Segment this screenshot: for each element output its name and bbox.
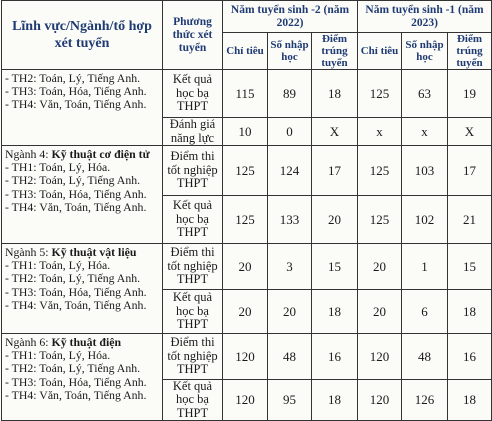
table-row: [2, 70, 492, 118]
header-enrolled-2022: Số nhập học: [268, 33, 312, 70]
combo-item: - TH4: Văn, Toán, Tiếng Anh.: [5, 199, 147, 214]
enrolled-2023-cell: 48: [402, 334, 448, 380]
enrolled-2023-cell: x: [402, 118, 448, 146]
enrolled-2023-cell: 103: [402, 146, 448, 196]
score-2023-cell: 18: [448, 290, 492, 334]
enrolled-2022-cell: 95: [268, 380, 312, 421]
enrolled-2023-cell: 126: [402, 380, 448, 421]
major-prefix: Ngành 4:: [5, 147, 52, 161]
header-year-2023: Năm tuyển sinh -1 (năm 2023): [358, 1, 492, 33]
header-major: Lĩnh vực/Ngành/tổ hợp xét tuyển: [2, 1, 163, 70]
method-cell: Đánh giá năng lực: [163, 118, 223, 146]
quota-2023-cell: 20: [358, 290, 402, 334]
combo-item: - TH3: Toán, Hóa, Tiếng Anh.: [5, 284, 147, 299]
header-quota-2022: Chỉ tiêu: [223, 33, 268, 70]
major-cell: [2, 244, 163, 334]
score-2022-cell: 15: [312, 244, 358, 290]
score-2022-cell: 18: [312, 70, 358, 118]
header-score-2023: Điểm trúng tuyển: [448, 33, 492, 70]
header-method: Phương thức xét tuyển: [163, 1, 223, 70]
enrolled-2022-cell: 48: [268, 334, 312, 380]
quota-2022-cell: 20: [223, 244, 268, 290]
major-title: Kỹ thuật vật liệu: [51, 245, 137, 259]
quota-2023-cell: 125: [358, 70, 402, 118]
score-2023-cell: 15: [448, 244, 492, 290]
method-cell: Điểm thi tốt nghiệp THPT: [163, 146, 223, 196]
enrolled-2023-cell: 63: [402, 70, 448, 118]
quota-2023-cell: 120: [358, 334, 402, 380]
method-cell: Kết quả học bạ THPT: [163, 380, 223, 421]
combo-item: - TH4: Văn, Toán, Tiếng Anh.: [5, 97, 147, 112]
quota-2022-cell: 120: [223, 334, 268, 380]
score-2023-cell: 19: [448, 70, 492, 118]
major-cell: [2, 70, 163, 146]
combo-item: - TH1: Toán, Lý, Hóa.: [5, 160, 111, 175]
admissions-table: [1, 0, 492, 421]
score-2023-cell: 17: [448, 146, 492, 196]
quota-2022-cell: 120: [223, 380, 268, 421]
combo-item: - TH4: Văn, Toán, Tiếng Anh.: [5, 297, 147, 312]
score-2023-cell: 16: [448, 334, 492, 380]
score-2022-cell: 17: [312, 146, 358, 196]
combo-item: - TH3: Toán, Hóa, Tiếng Anh.: [5, 84, 147, 99]
enrolled-2023-cell: 102: [402, 196, 448, 244]
score-2022-cell: 18: [312, 380, 358, 421]
enrolled-2022-cell: 89: [268, 70, 312, 118]
quota-2022-cell: 125: [223, 146, 268, 196]
combo-item: - TH3: Toán, Hóa, Tiếng Anh.: [5, 186, 147, 201]
method-cell: Kết quả học bạ THPT: [163, 70, 223, 118]
score-2022-cell: 16: [312, 334, 358, 380]
table-header: [2, 1, 492, 70]
enrolled-2023-cell: 1: [402, 244, 448, 290]
header-enrolled-2023: Số nhập học: [402, 33, 448, 70]
quota-2023-cell: 125: [358, 196, 402, 244]
major-cell: [2, 146, 163, 244]
quota-2023-cell: 125: [358, 146, 402, 196]
score-2022-cell: 18: [312, 290, 358, 334]
quota-2023-cell: 20: [358, 244, 402, 290]
quota-2022-cell: 20: [223, 290, 268, 334]
header-score-2022: Điểm trúng tuyển: [312, 33, 358, 70]
method-cell: Điểm thi tốt nghiệp THPT: [163, 244, 223, 290]
combo-item: - TH1: Toán, Lý, Hóa.: [5, 258, 111, 273]
major-title: Kỹ thuật điện: [51, 335, 122, 349]
quota-2022-cell: 125: [223, 196, 268, 244]
table-row: [2, 146, 492, 196]
header-quota-2023: Chỉ tiêu: [358, 33, 402, 70]
enrolled-2022-cell: 3: [268, 244, 312, 290]
major-prefix: Ngành 5:: [5, 245, 52, 259]
method-cell: Kết quả học bạ THPT: [163, 290, 223, 334]
combo-item: - TH2: Toán, Lý, Tiếng Anh.: [5, 361, 141, 376]
score-2022-cell: 20: [312, 196, 358, 244]
table-row: [2, 244, 492, 290]
header-year-2022: Năm tuyển sinh -2 (năm 2022): [223, 1, 358, 33]
combo-item: - TH1: Toán, Lý, Hóa.: [5, 348, 111, 363]
method-cell: Kết quả học bạ THPT: [163, 196, 223, 244]
quota-2023-cell: 120: [358, 380, 402, 421]
table-row: [2, 334, 492, 380]
enrolled-2023-cell: 6: [402, 290, 448, 334]
combo-item: - TH2: Toán, Lý, Tiếng Anh.: [5, 173, 141, 188]
combo-item: - TH2: Toán, Lý, Tiếng Anh.: [5, 271, 141, 286]
enrolled-2022-cell: 0: [268, 118, 312, 146]
major-cell: [2, 334, 163, 421]
score-2023-cell: 21: [448, 196, 492, 244]
score-2023-cell: 18: [448, 380, 492, 421]
method-cell: Điểm thi tốt nghiệp THPT: [163, 334, 223, 380]
major-prefix: Ngành 6:: [5, 335, 52, 349]
quota-2022-cell: 10: [223, 118, 268, 146]
score-2022-cell: X: [312, 118, 358, 146]
enrolled-2022-cell: 20: [268, 290, 312, 334]
quota-2023-cell: x: [358, 118, 402, 146]
combo-item: - TH3: Toán, Hóa, Tiếng Anh.: [5, 374, 147, 389]
score-2023-cell: X: [448, 118, 492, 146]
combo-item: - TH4: Văn, Toán, Tiếng Anh.: [5, 387, 147, 402]
enrolled-2022-cell: 133: [268, 196, 312, 244]
table-body: [2, 70, 492, 421]
quota-2022-cell: 115: [223, 70, 268, 118]
major-title: Kỹ thuật cơ điện tử: [51, 147, 150, 161]
enrolled-2022-cell: 124: [268, 146, 312, 196]
combo-item: - TH2: Toán, Lý, Tiếng Anh.: [5, 71, 141, 85]
